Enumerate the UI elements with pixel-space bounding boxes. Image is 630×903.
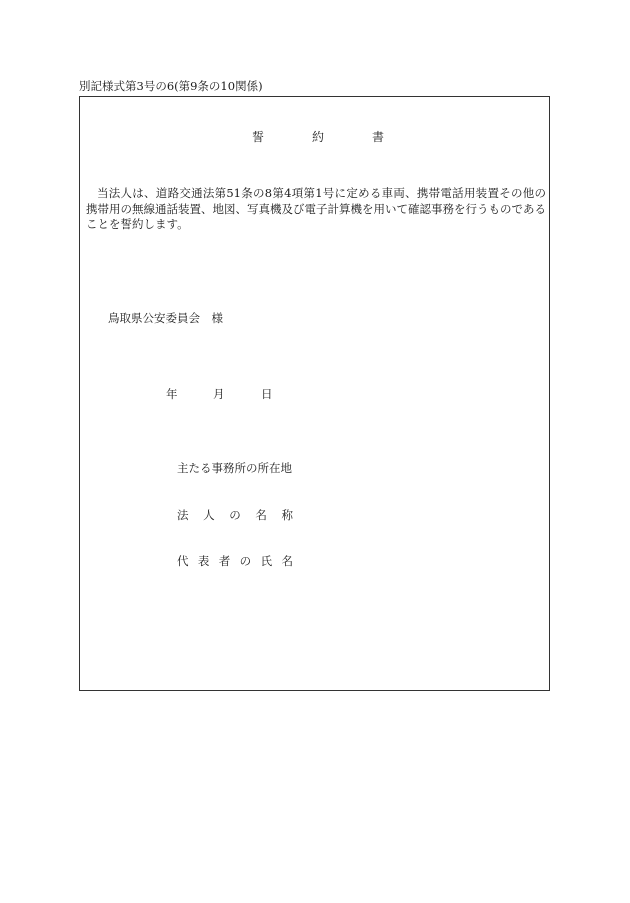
form-reference: 別記様式第3号の6(第9条の10関係)	[79, 79, 263, 93]
label-char: 人	[203, 508, 215, 522]
title-char: 誓	[252, 130, 265, 144]
label-char: の	[229, 508, 241, 522]
label-char: 者	[218, 554, 231, 568]
addressee: 鳥取県公安委員会 様	[108, 311, 223, 325]
date-month-label: 月	[213, 387, 225, 401]
label-char: 法	[177, 508, 189, 522]
label-char: 名	[281, 554, 293, 568]
representative-name-label	[177, 554, 293, 568]
label-char: 代	[177, 554, 189, 568]
title-char: 書	[371, 130, 384, 144]
corporation-name-label	[177, 508, 293, 522]
pledge-body-text: 当法人は、道路交通法第51条の8第4項第1号に定める車両、携帯電話用装置その他の携帯用の無線通話装置、地図、写真機及び電子計算機を用いて確認事務を行うものであることを誓約します。	[86, 186, 546, 231]
label-char: 表	[197, 554, 210, 568]
label-char: の	[239, 554, 252, 568]
document-title	[252, 130, 384, 144]
office-address-label: 主たる事務所の所在地	[177, 461, 292, 475]
date-day-label: 日	[261, 387, 273, 401]
label-char: 名	[255, 508, 267, 522]
date-year-label: 年	[166, 387, 178, 401]
title-char: 約	[311, 130, 324, 144]
label-char: 称	[281, 508, 293, 522]
label-char: 氏	[260, 554, 273, 568]
